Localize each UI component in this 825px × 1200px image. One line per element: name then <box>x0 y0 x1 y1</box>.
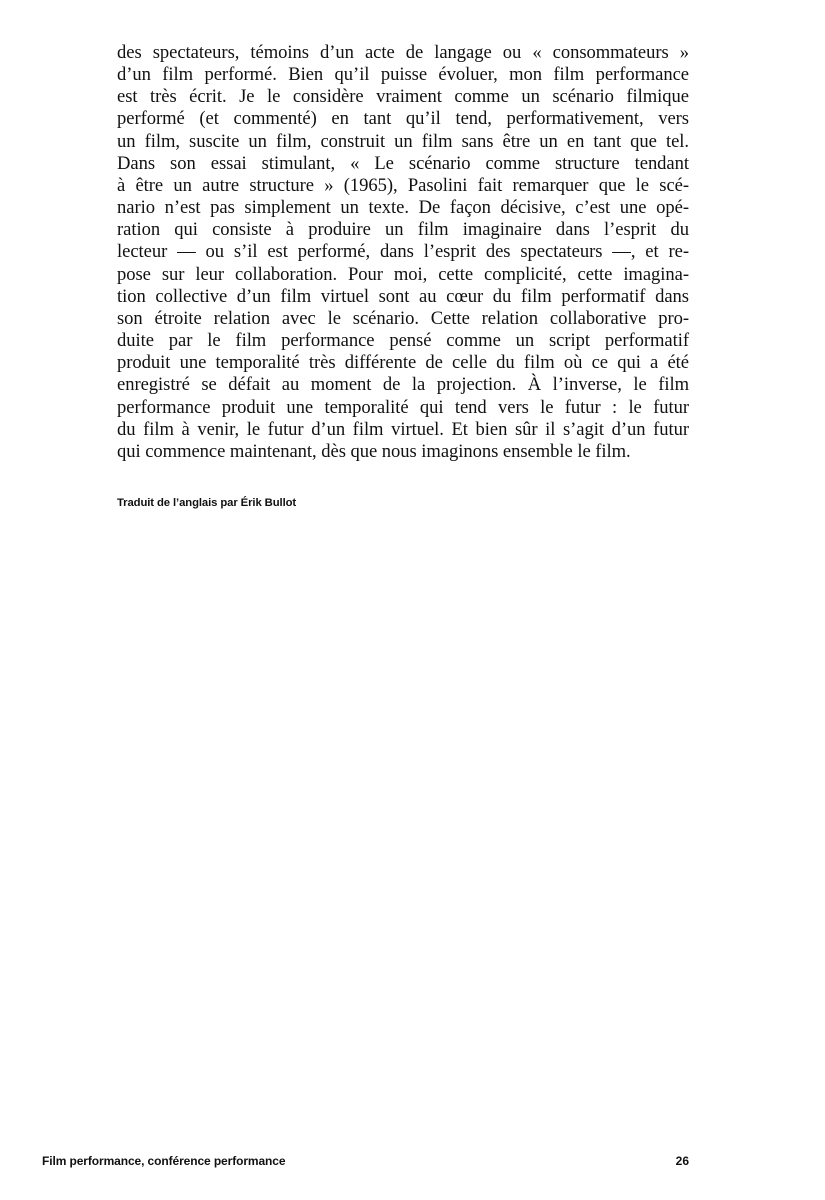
text-line: ration qui consiste à produire un film imaginaire dans l’esprit du <box>117 219 689 241</box>
text-line: un film, suscite un film, construit un film sans être un en tant que tel. <box>117 130 689 152</box>
text-line: performance produit une temporalité qui tend vers le futur : le futur <box>117 396 689 418</box>
text-line: du film à venir, le futur d’un film virtuel. Et bien sûr il s’agit d’un futur <box>117 418 689 440</box>
text-line: des spectateurs, témoins d’un acte de langage ou « consommateurs » <box>117 42 689 63</box>
text-line: duite par le film performance pensé comme un script performatif <box>117 330 689 352</box>
text-line: lecteur — ou s’il est performé, dans l’esprit des spectateurs —, et re- <box>117 241 689 263</box>
translation-credit: Traduit de l’anglais par Érik Bullot <box>117 497 297 509</box>
body-paragraph <box>117 42 689 463</box>
text-line: est très écrit. Je le considère vraiment comme un scénario filmique <box>117 86 689 108</box>
text-line: performé (et commenté) en tant qu’il tend, performativement, vers <box>117 108 689 130</box>
text-line: qui commence maintenant, dès que nous imaginons ensemble le film. <box>117 440 631 462</box>
page-number: 26 <box>675 1154 689 1168</box>
text-line: produit une temporalité très différente de celle du film où ce qui a été <box>117 352 689 374</box>
text-line: tion collective d’un film virtuel sont au cœur du film performatif dans <box>117 285 689 307</box>
text-line: à être un autre structure » (1965), Pasolini fait remarquer que le scé- <box>117 174 689 196</box>
text-line: pose sur leur collaboration. Pour moi, cette complicité, cette imagina- <box>117 263 689 285</box>
text-line: d’un film performé. Bien qu’il puisse évoluer, mon film performance <box>117 64 689 86</box>
text-line: enregistré se défait au moment de la projection. À l’inverse, le film <box>117 374 689 396</box>
running-footer-title: Film performance, conférence performance <box>42 1154 286 1168</box>
text-line: nario n’est pas simplement un texte. De façon décisive, c’est une opé- <box>117 197 689 219</box>
text-line: Dans son essai stimulant, « Le scénario comme structure tendant <box>117 152 689 174</box>
text-line: son étroite relation avec le scénario. Cette relation collaborative pro- <box>117 307 689 329</box>
